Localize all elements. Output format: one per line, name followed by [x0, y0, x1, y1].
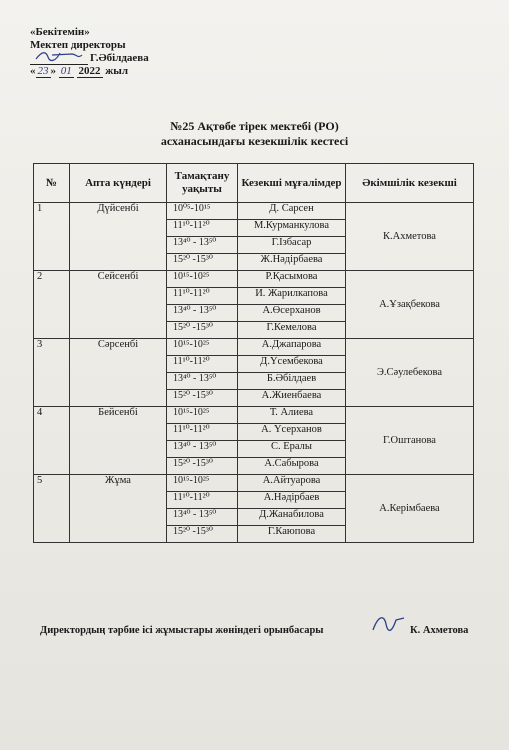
meal-time: 15²⁰ -15³⁰ — [167, 254, 238, 271]
header-admin: Әкімшілік кезекші — [346, 164, 474, 203]
meal-time: 10¹⁵-10²⁵ — [167, 271, 238, 288]
document-title: №25 Ақтөбе тірек мектебі (РО) — [170, 119, 339, 133]
duty-schedule-table — [33, 163, 474, 543]
document-subtitle: асханасындағы кезекшілік кестесі — [160, 134, 349, 148]
header-time: Тамақтану уақыты — [167, 164, 238, 203]
table-header-row — [34, 164, 474, 203]
header-teacher: Кезекші мұғалімдер — [238, 164, 346, 203]
duty-teacher: А.Өсерханов — [238, 305, 346, 322]
duty-teacher: С. Ералы — [238, 441, 346, 458]
meal-time: 15²⁰ -15³⁰ — [167, 458, 238, 475]
duty-teacher: Т. Алиева — [238, 407, 346, 424]
meal-time: 15²⁰ -15³⁰ — [167, 322, 238, 339]
meal-time: 10¹⁵-10²⁵ — [167, 407, 238, 424]
meal-time: 11¹⁰-11²⁰ — [167, 492, 238, 509]
meal-time: 13⁴⁰ - 13⁵⁰ — [167, 305, 238, 322]
row-num: 3 — [34, 339, 70, 407]
approval-header: «Бекітемін» — [30, 26, 90, 38]
date-suffix: жыл — [105, 65, 128, 77]
duty-teacher: А.Сабырова — [238, 458, 346, 475]
row-day: Дүйсенбі — [70, 203, 167, 271]
duty-teacher: Г.Кемелова — [238, 322, 346, 339]
header-num: № — [34, 164, 70, 203]
duty-teacher: И. Жарилкапова — [238, 288, 346, 305]
approval-date: « 23 » 01 2022 жыл — [30, 65, 128, 77]
handwritten-signature-icon — [32, 49, 90, 63]
duty-teacher: А.Жиенбаева — [238, 390, 346, 407]
admin-duty: Э.Сәулебекова — [346, 339, 474, 407]
row-day: Жұма — [70, 475, 167, 543]
meal-time: 11¹⁰-11²⁰ — [167, 220, 238, 237]
row-num: 2 — [34, 271, 70, 339]
table-row — [34, 475, 474, 492]
meal-time: 13⁴⁰ - 13⁵⁰ — [167, 441, 238, 458]
duty-teacher: Д.Үсембекова — [238, 356, 346, 373]
duty-teacher: Г.Ізбасар — [238, 237, 346, 254]
duty-teacher: Д.Жанабилова — [238, 509, 346, 526]
date-month: 01 — [60, 65, 72, 77]
row-num: 1 — [34, 203, 70, 271]
row-num: 5 — [34, 475, 70, 543]
footer-role: Директордың тәрбие ісі жұмыстары жөніндегі орынбасары — [40, 625, 324, 636]
duty-teacher: А. Үсерханов — [238, 424, 346, 441]
meal-time: 11¹⁰-11²⁰ — [167, 424, 238, 441]
meal-time: 15²⁰ -15³⁰ — [167, 526, 238, 543]
header-day: Апта күндері — [70, 164, 167, 203]
duty-teacher: А.Айтуарова — [238, 475, 346, 492]
duty-teacher: Ж.Нәдірбаева — [238, 254, 346, 271]
approval-position: Мектеп директоры — [30, 39, 126, 51]
table-row — [34, 271, 474, 288]
table-body — [34, 203, 474, 543]
duty-teacher: М.Курманкулова — [238, 220, 346, 237]
approval-block — [30, 26, 149, 78]
meal-time: 13⁴⁰ - 13⁵⁰ — [167, 237, 238, 254]
row-day: Сәрсенбі — [70, 339, 167, 407]
duty-teacher: А.Нәдірбаев — [238, 492, 346, 509]
date-day: 23 — [37, 65, 49, 77]
meal-time: 11¹⁰-11²⁰ — [167, 356, 238, 373]
row-day: Бейсенбі — [70, 407, 167, 475]
meal-time: 13⁴⁰ - 13⁵⁰ — [167, 509, 238, 526]
duty-teacher: Б.Әбілдаев — [238, 373, 346, 390]
meal-time: 15²⁰ -15³⁰ — [167, 390, 238, 407]
meal-time: 10⁰⁵-10¹⁵ — [167, 203, 238, 220]
row-num: 4 — [34, 407, 70, 475]
meal-time: 13⁴⁰ - 13⁵⁰ — [167, 373, 238, 390]
table-row — [34, 203, 474, 220]
table-row — [34, 407, 474, 424]
meal-time: 10¹⁵-10²⁵ — [167, 339, 238, 356]
director-name: Г.Әбілдаева — [90, 52, 149, 64]
admin-duty: А.Керімбаева — [346, 475, 474, 543]
admin-duty: К.Ахметова — [346, 203, 474, 271]
deputy-signature-icon — [370, 612, 406, 636]
director-signature-line — [30, 52, 149, 65]
duty-teacher: Г.Каюпова — [238, 526, 346, 543]
duty-teacher: А.Джапарова — [238, 339, 346, 356]
duty-teacher: Д. Сарсен — [238, 203, 346, 220]
meal-time: 11¹⁰-11²⁰ — [167, 288, 238, 305]
footer-name: К. Ахметова — [410, 625, 469, 636]
duty-teacher: Р.Қасымова — [238, 271, 346, 288]
row-day: Сейсенбі — [70, 271, 167, 339]
table-row — [34, 339, 474, 356]
director-signature — [30, 53, 88, 65]
meal-time: 10¹⁵-10²⁵ — [167, 475, 238, 492]
admin-duty: А.Ұзақбекова — [346, 271, 474, 339]
admin-duty: Г.Оштанова — [346, 407, 474, 475]
date-year: 2022 — [78, 65, 101, 77]
